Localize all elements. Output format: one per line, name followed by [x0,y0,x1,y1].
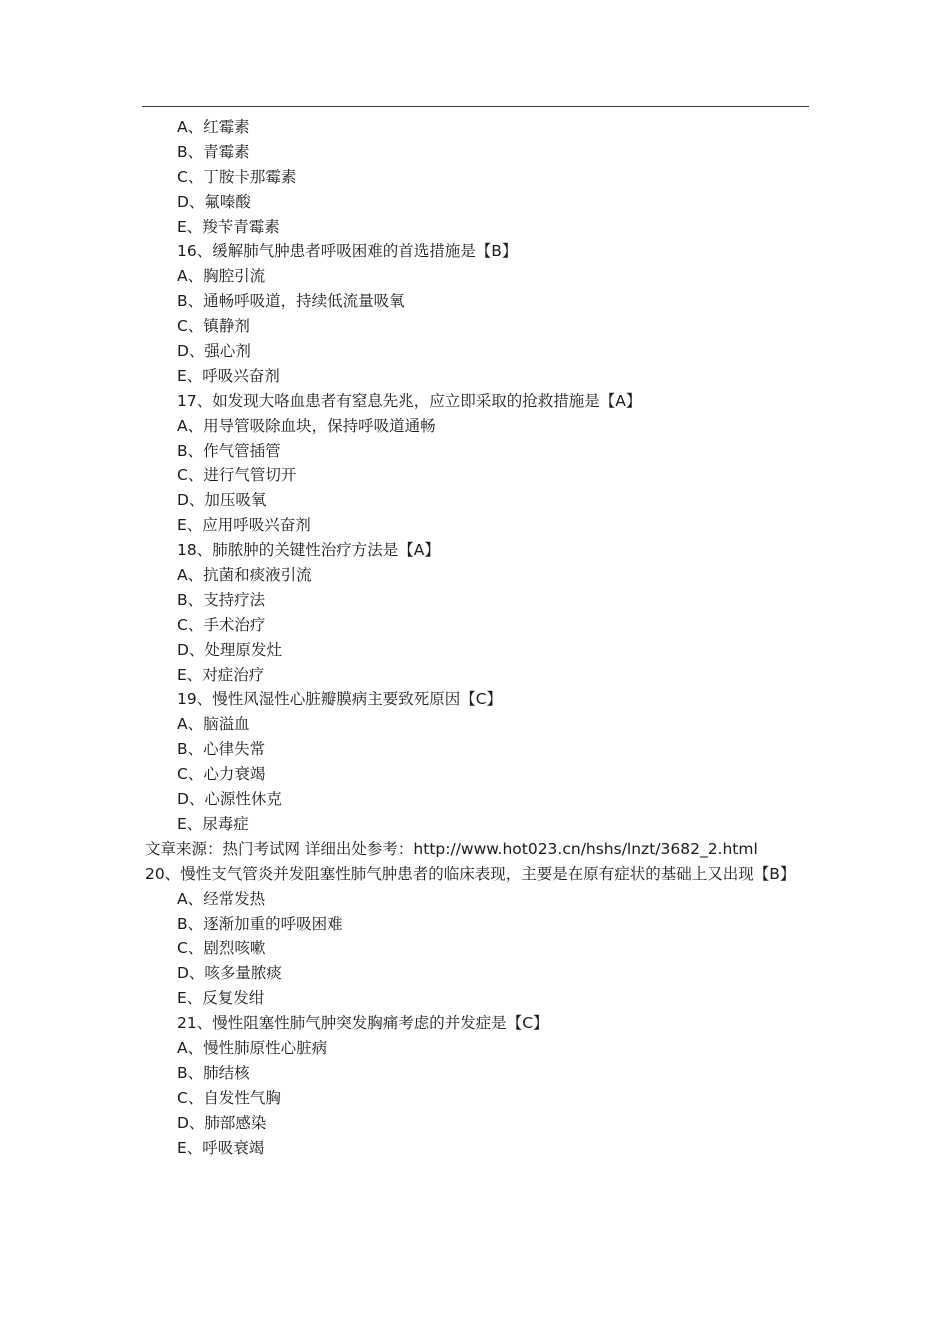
list-item: D、咳多量脓痰 [177,964,282,983]
list-item: A、用导管吸除血块，保持呼吸道通畅 [177,416,436,435]
source-reference: 文章来源：热门考试网 详细出处参考：http://www.hot023.cn/hshs/lnzt/3682_2.html [145,839,758,858]
list-item: C、剧烈咳嗽 [177,939,266,958]
list-item: C、镇静剂 [177,317,250,336]
list-item: D、肺部感染 [177,1113,267,1132]
list-item: C、心力衰竭 [177,765,266,784]
list-item: E、尿毒症 [177,814,249,833]
list-item: B、逐渐加重的呼吸困难 [177,914,343,933]
list-item: B、肺结核 [177,1063,250,1082]
list-item: B、支持疗法 [177,590,266,609]
list-item: B、作气管插管 [177,441,281,460]
list-item: D、处理原发灶 [177,640,282,659]
list-item: D、心源性休克 [177,790,282,809]
list-item: E、对症治疗 [177,665,265,684]
list-item: D、加压吸氧 [177,491,267,510]
list-item: A、抗菌和痰液引流 [177,566,312,585]
question-21: 21、慢性阻塞性肺气肿突发胸痛考虑的并发症是【C】 [177,1014,549,1033]
list-item: E、反复发绀 [177,989,265,1008]
list-item: B、心律失常 [177,740,266,759]
question-18: 18、肺脓肿的关键性治疗方法是【A】 [177,541,440,560]
list-item: B、青霉素 [177,142,250,161]
list-item: D、氟嗪酸 [177,192,251,211]
list-item: A、胸腔引流 [177,267,266,286]
question-17: 17、如发现大咯血患者有窒息先兆，应立即采取的抢救措施是【A】 [177,391,642,410]
header-rule [142,106,809,107]
list-item: E、羧苄青霉素 [177,217,280,236]
list-item: E、呼吸衰竭 [177,1138,265,1157]
question-20: 20、慢性支气管炎并发阻塞性肺气肿患者的临床表现，主要是在原有症状的基础上又出现【B】 [145,864,796,883]
list-item: A、经常发热 [177,889,266,908]
list-item: C、丁胺卡那霉素 [177,167,297,186]
list-item: A、慢性肺原性心脏病 [177,1038,328,1057]
document-body [0,115,950,1160]
list-item: E、呼吸兴奋剂 [177,366,280,385]
question-19: 19、慢性风湿性心脏瓣膜病主要致死原因【C】 [177,690,503,709]
list-item: E、应用呼吸兴奋剂 [177,516,311,535]
list-item: C、自发性气胸 [177,1088,281,1107]
list-item: A、红霉素 [177,118,250,136]
list-item: C、进行气管切开 [177,466,297,485]
list-item: A、脑溢血 [177,715,250,734]
question-16: 16、缓解肺气肿患者呼吸困难的首选措施是【B】 [177,242,518,261]
list-item: D、强心剂 [177,342,251,361]
list-item: C、手术治疗 [177,615,266,634]
list-item: B、通畅呼吸道，持续低流量吸氧 [177,292,405,311]
